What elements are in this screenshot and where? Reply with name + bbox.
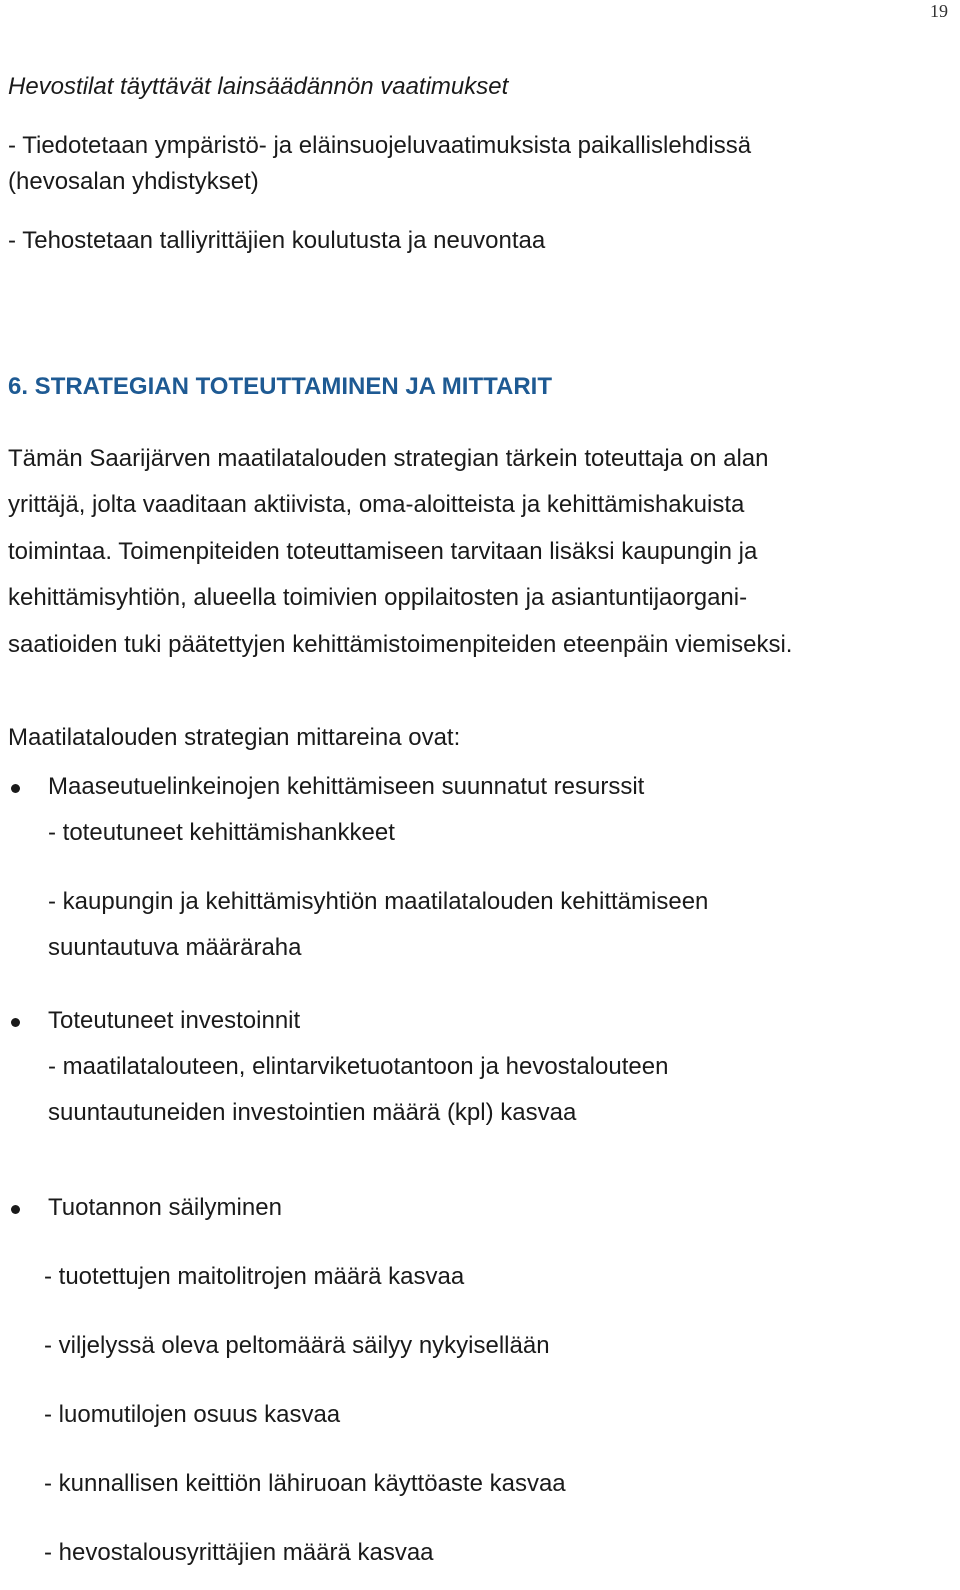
paragraph-line: kehittämisyhtiön, alueella toimivien oppilaitosten ja asiantuntijaorgani- <box>8 584 748 611</box>
bullet-line: suuntautuva määräraha <box>48 934 302 961</box>
paragraph-line: yrittäjä, jolta vaaditaan aktiivista, oma-aloitteista ja kehittämishakuista <box>8 491 745 518</box>
bullet-line: - kunnallisen keittiön lähiruoan käyttöaste kasvaa <box>44 1470 566 1497</box>
bullet-dot <box>11 1018 20 1027</box>
bullet-line: - hevostalousyrittäjien määrä kasvaa <box>44 1539 434 1566</box>
bullet-line: - toteutuneet kehittämishankkeet <box>48 819 395 846</box>
measures-intro: Maatilatalouden strategian mittareina ovat: <box>8 724 461 751</box>
bullet-title: Toteutuneet investoinnit <box>48 1007 301 1034</box>
bullet-line: suuntautuneiden investointien määrä (kpl) kasvaa <box>48 1099 577 1126</box>
intro-line: - Tiedotetaan ympäristö- ja eläinsuojeluvaatimuksista paikallislehdissä <box>8 132 752 159</box>
bullet-line: - luomutilojen osuus kasvaa <box>44 1401 341 1428</box>
bullet-line: - tuotettujen maitolitrojen määrä kasvaa <box>44 1263 465 1290</box>
paragraph-line: Tämän Saarijärven maatilatalouden strategian tärkein toteuttaja on alan <box>8 445 769 472</box>
bullet-dot <box>11 1205 20 1214</box>
paragraph-line: saatioiden tuki päätettyjen kehittämistoimenpiteiden eteenpäin viemiseksi. <box>8 631 793 658</box>
intro-line: - Tehostetaan talliyrittäjien koulutusta ja neuvontaa <box>8 227 546 254</box>
bullet-title: Tuotannon säilyminen <box>48 1194 282 1221</box>
bullet-dot <box>11 784 20 793</box>
bullet-line: - kaupungin ja kehittämisyhtiön maatilatalouden kehittämiseen <box>48 888 709 915</box>
page-number: 19 <box>930 1 948 21</box>
bullet-title: Maaseutuelinkeinojen kehittämiseen suunnatut resurssit <box>48 773 645 800</box>
bullet-line: - maatilatalouteen, elintarviketuotantoon ja hevostalouteen <box>48 1053 669 1080</box>
intro-line: (hevosalan yhdistykset) <box>8 168 259 195</box>
section-heading: 6. STRATEGIAN TOTEUTTAMINEN JA MITTARIT <box>8 373 552 400</box>
italic-subheading: Hevostilat täyttävät lainsäädännön vaatimukset <box>8 73 509 100</box>
bullet-line: - viljelyssä oleva peltomäärä säilyy nykyisellään <box>44 1332 550 1359</box>
paragraph-line: toimintaa. Toimenpiteiden toteuttamiseen tarvitaan lisäksi kaupungin ja <box>8 538 758 565</box>
